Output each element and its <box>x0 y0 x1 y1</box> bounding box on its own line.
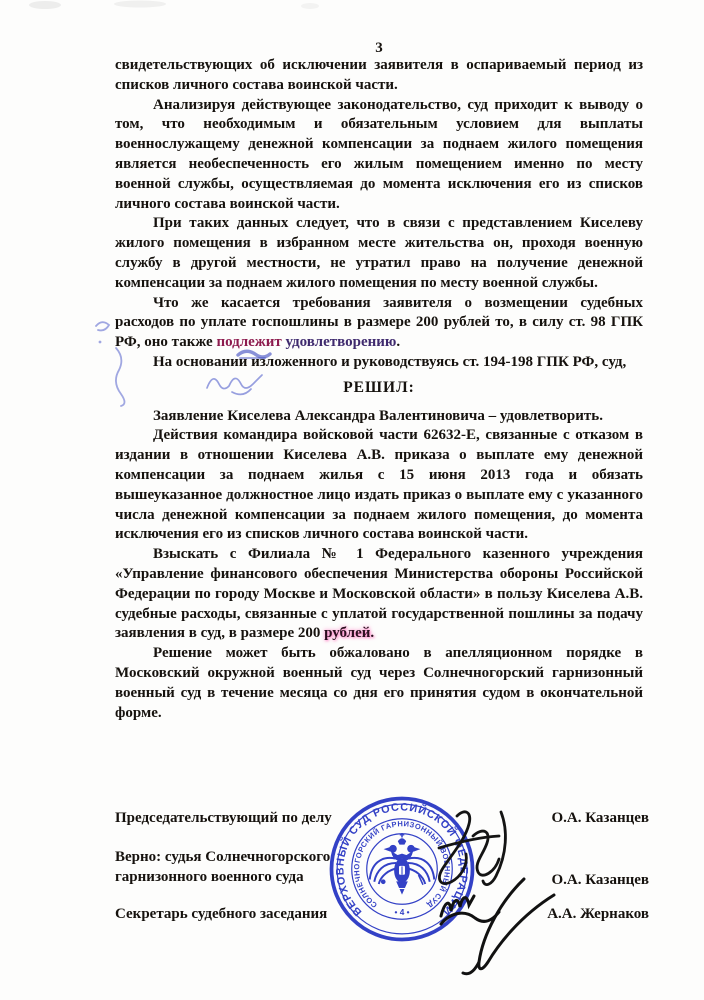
scan-smudges <box>0 0 704 20</box>
ink-marked-text: удовлетворению <box>285 334 397 351</box>
page-number: 3 <box>375 40 383 56</box>
signature-name: О.А. Казанцев <box>551 872 649 888</box>
paragraph <box>115 96 643 215</box>
paragraph <box>115 214 643 293</box>
decision-heading: РЕШИЛ: <box>343 378 415 396</box>
text-segment: Взыскать с Филиала № 1 Федерального казенного учреждения «Управление финансового обеспечения Министерства обороны Российской Федерации по городу Москве и Московской области» в пользу Киселева А.В. судебные расходы, связанные с уплатой государственной пошлины за подачу заявления в суд, в размере 200 <box>115 546 643 642</box>
ink-marked-text: подлежит <box>216 334 282 351</box>
signature-label: Секретарь судебного заседания <box>115 906 328 922</box>
signature-label: Верно: судья Солнечногорского гарнизонного военного суда <box>115 849 331 885</box>
stamp-inner-text: СОЛНЕЧНОГОРСКИЙ ГАРНИЗОННЫЙ ВОЕННЫЙ СУД <box>352 819 452 910</box>
paragraph <box>115 353 643 373</box>
text-segment: свидетельствующих об исключении заявителя в оспариваемый период из списков личного состава воинской части. <box>115 57 643 93</box>
court-seal-stamp <box>327 794 477 944</box>
text-segment: . <box>396 334 401 351</box>
text-segment: Анализируя действующее законодательство, суд приходит к выводу о том, что необходимым и обязательным условием для выплаты военнослужащему денежной компенсации за поднаем жилого помещения является необеспеченность его жилым помещением именно по месту военной службы, осуществляемая до момента исключения его из списков личного состава воинской части. <box>115 96 643 212</box>
paragraph <box>115 545 643 644</box>
paragraph <box>115 294 643 353</box>
ink-marked-text: рублей. <box>324 625 375 642</box>
signature-name: А.А. Жернаков <box>547 906 649 922</box>
text-segment: Что же касается требования заявителя о возмещении судебных расходов по уплате госпошлины в размере 200 рублей то, в силу ст. 98 ГПК РФ, оно также <box>115 294 643 351</box>
paragraph <box>115 407 643 427</box>
signature-name: О.А. Казанцев <box>551 810 649 826</box>
signature-label: Председательствующий по делу <box>115 810 332 826</box>
stamp-bottom-mark: • 4 • <box>394 907 410 917</box>
stamp-outer-text: ВЕРХОВНЫЙ СУД РОССИЙСКОЙ ФЕДЕРАЦИИ <box>334 801 470 919</box>
text-segment: Решение может быть обжаловано в апелляционном порядке в Московский окружной военный суд через Солнечногорский гарнизонный военный суд в течение месяца со дня его принятия судом в окончательной форме. <box>115 645 643 721</box>
text-segment: Действия командира войсковой части 62632-Е, связанные с отказом в издании в отношении Киселева А.В. приказа о выплате ему денежной компенсации за поднаем жилья с 15 июня 2013 года и обязать вышеуказанное должностное лицо издать приказ о выплате ему с указанного числа денежной компенсации за поднаем жилого помещения, до момента исключения его из списков личного состава воинской части. <box>115 427 643 543</box>
text-segment: Заявление Киселева Александра Валентиновича – удовлетворить. <box>153 407 603 424</box>
paragraph <box>115 56 643 96</box>
text-segment: На основании изложенного и руководствуясь ст. 194-198 ГПК РФ, суд, <box>153 353 627 370</box>
paragraph <box>115 644 643 723</box>
paragraph <box>115 426 643 545</box>
text-segment: При таких данных следует, что в связи с представлением Киселеву жилого помещения в избранном месте жительства он, проходя военную службу в другой местности, не утратил право на получение денежной компенсации за поднаем жилого помещения по месту военной службы. <box>115 215 643 291</box>
court-decision-text <box>115 56 643 723</box>
